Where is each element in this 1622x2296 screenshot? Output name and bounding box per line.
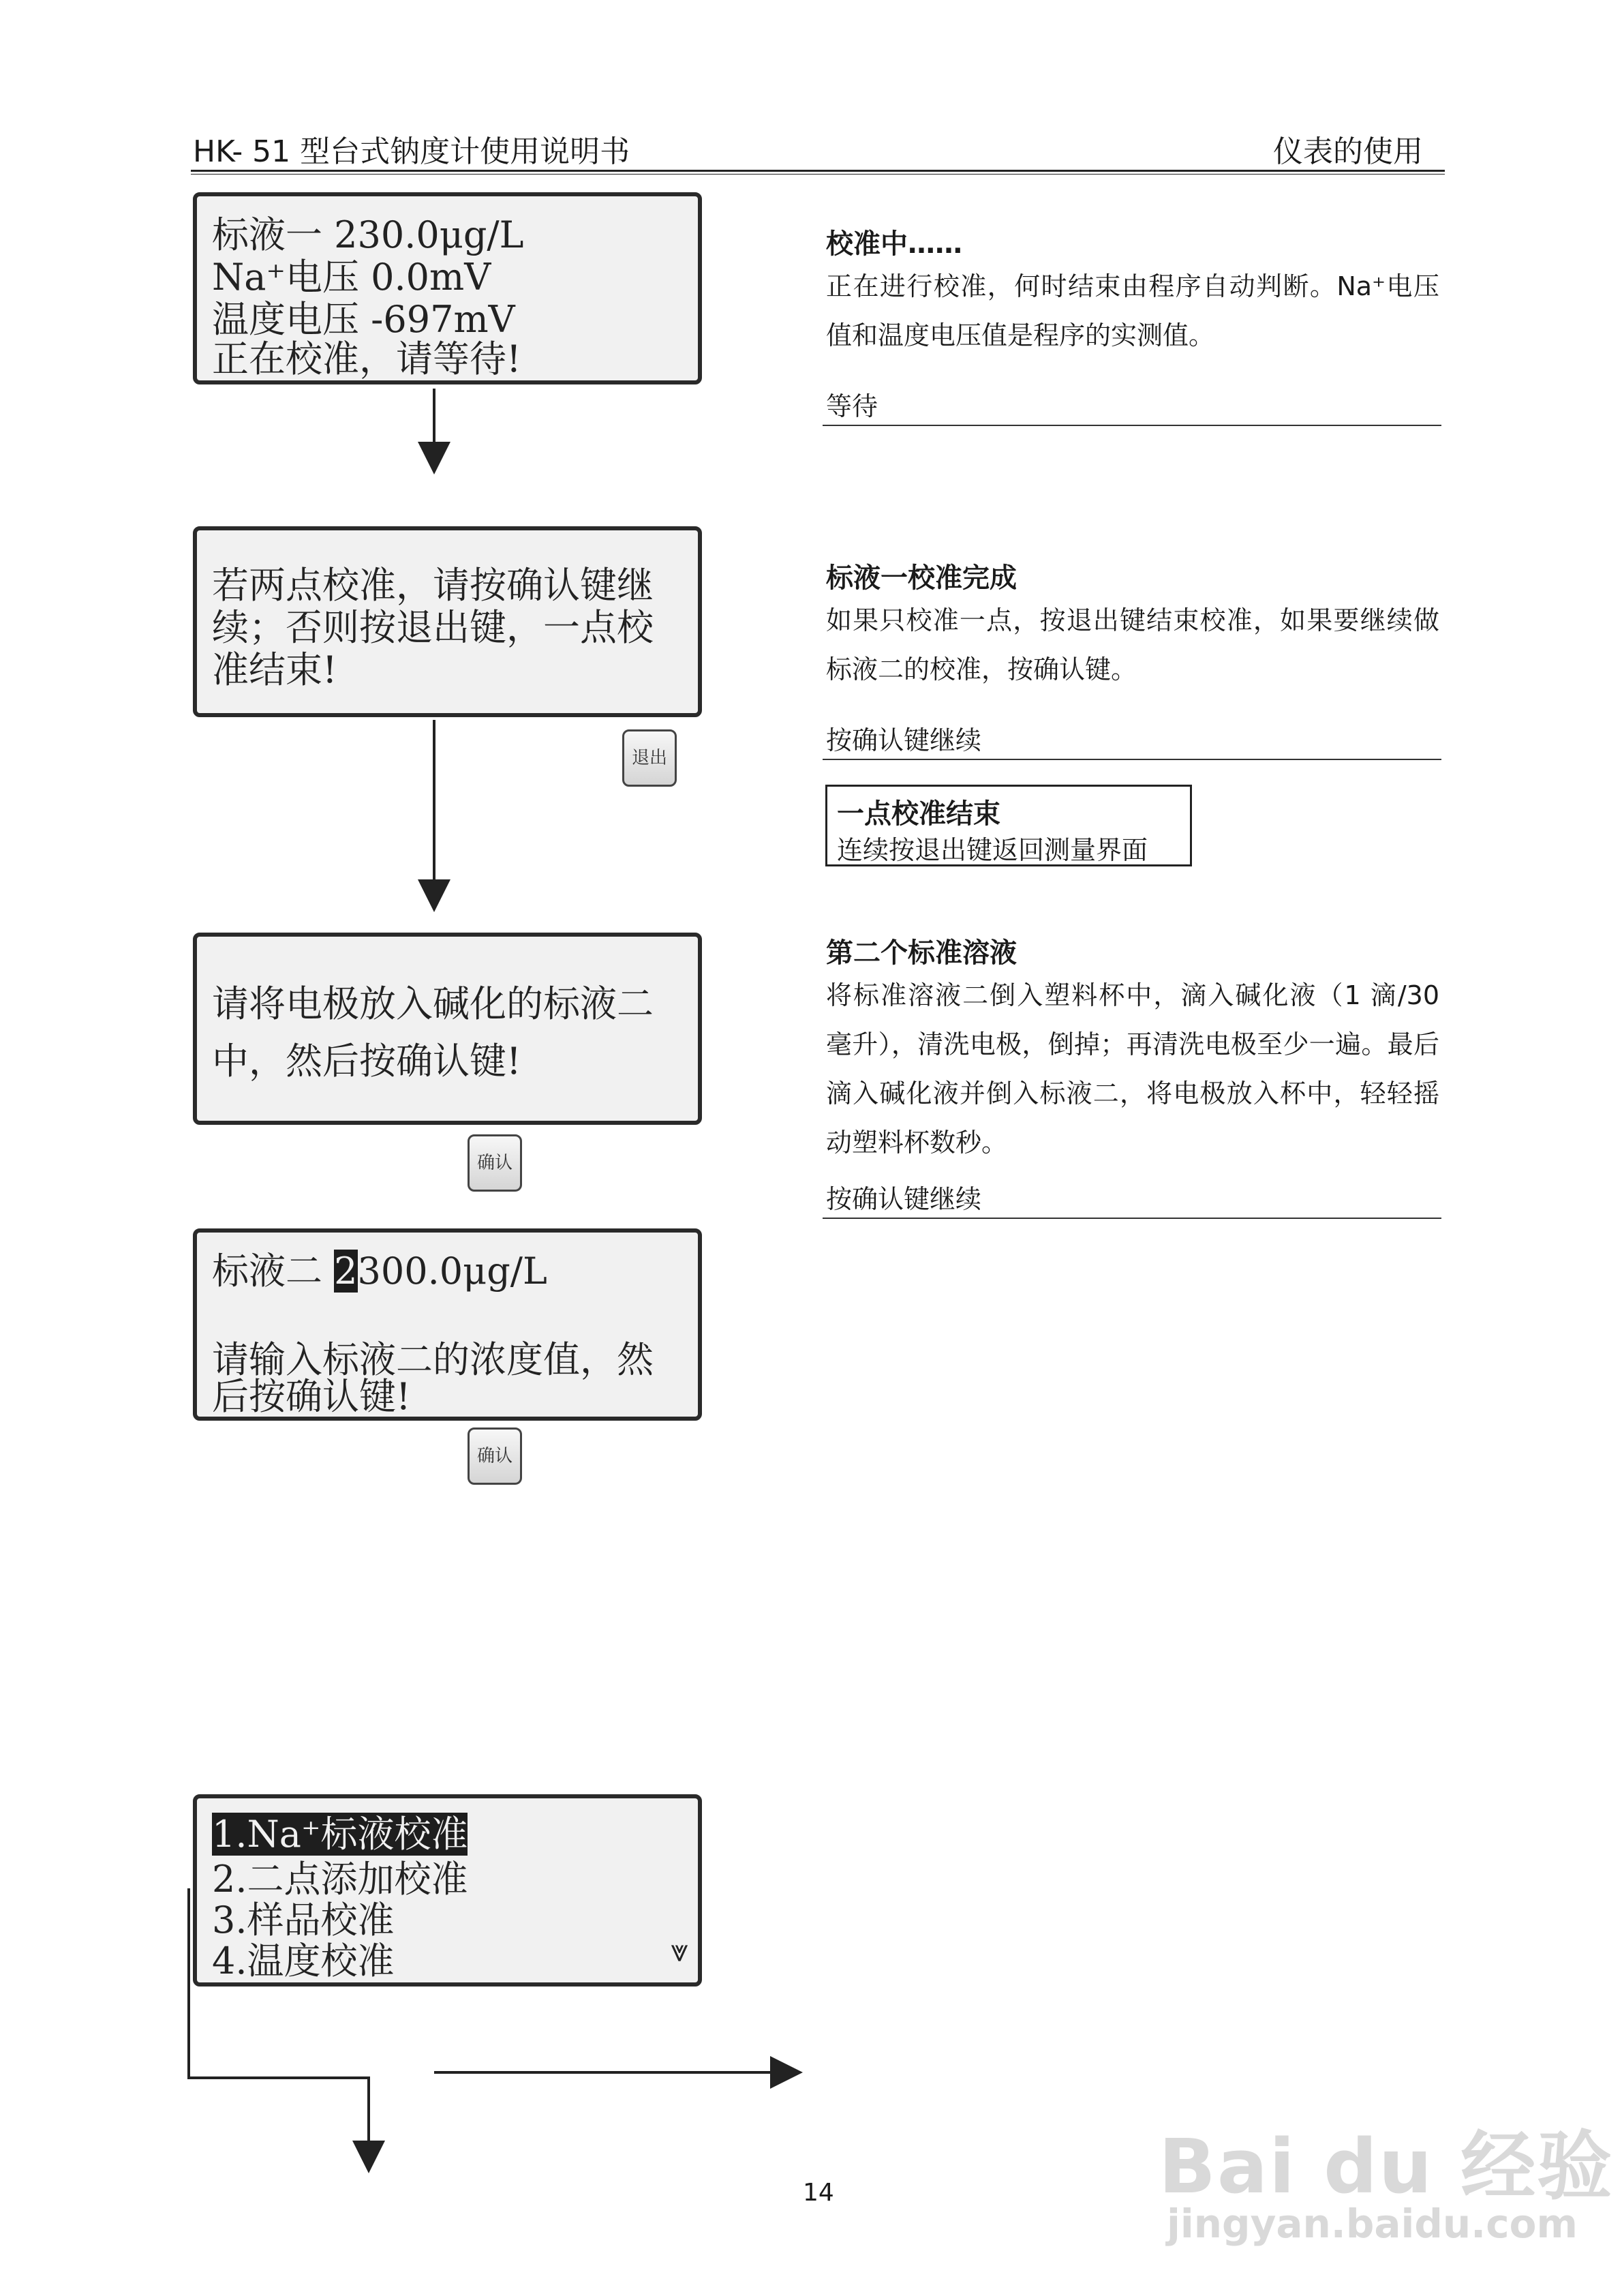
menu-item[interactable]: 2.二点添加校准 [212,1858,468,1901]
lcd-line: 后按确认键! [212,1375,411,1418]
lcd-line: 续；否则按退出键，一点校 [212,606,654,649]
concentration-value: 300.0μg/L [357,1250,547,1293]
lcd-line: 标液一 230.0μg/L [212,213,524,256]
input-cursor: 2 [334,1250,358,1293]
section-standard-two-title: 第二个标准溶液 [826,937,1017,969]
note-title: 一点校准结束 [837,798,1000,830]
lcd-line: 若两点校准，请按确认键继 [212,564,654,607]
divider [823,759,1441,760]
lcd-line: Na⁺电压 0.0mV [212,256,491,299]
label-standard-two: 标液二 [212,1250,335,1293]
scroll-down-icon: ⩔ [671,1932,688,1969]
section-title: 仪表的使用 [1273,134,1423,169]
watermark-url: jingyan.baidu.com [1167,2201,1578,2247]
lcd-line: 准结束! [212,648,337,691]
lcd-line: 中，然后按确认键! [212,1040,521,1083]
section-point-one-action: 按确认键继续 [826,725,982,755]
section-calibrating-title: 校准中…… [826,228,962,260]
section-point-one-title: 标液一校准完成 [826,562,1017,594]
lcd-line: 温度电压 -697mV [212,298,515,341]
lcd-line: 正在校准，请等待! [212,337,521,380]
page-number: 14 [803,2179,834,2207]
note-text: 连续按退出键返回测量界面 [837,835,1148,865]
lcd-line: 请将电极放入碱化的标液二 [212,982,654,1025]
divider [823,425,1441,426]
note-box [825,785,1192,866]
section-standard-two-action: 按确认键继续 [826,1184,982,1214]
section-calibrating-body: 正在进行校准，何时结束由程序自动判断。Na⁺电压值和温度电压值是程序的实测值。 [826,271,1439,350]
menu-item-na-calibration[interactable]: 1.Na⁺标液校准 [212,1813,468,1856]
lcd-line: 请输入标液二的浓度值，然 [212,1338,654,1381]
confirm-key[interactable]: 确认 [468,1134,522,1192]
document-title: HK- 51 型台式钠度计使用说明书 [193,134,630,169]
divider [823,1218,1441,1219]
exit-key[interactable]: 退出 [622,729,677,787]
menu-item[interactable]: 4.温度校准 [212,1939,395,1982]
section-point-one-body: 如果只校准一点，按退出键结束校准，如果要继续做标液二的校准，按确认键。 [826,605,1439,684]
arrow-down [189,1888,369,2168]
confirm-key[interactable]: 确认 [468,1428,522,1485]
menu-item[interactable]: 3.样品校准 [212,1899,395,1942]
baidu-watermark: Bai du 经验 [1159,2123,1614,2210]
section-standard-two-body: 将标准溶液二倒入塑料杯中，滴入碱化液（1 滴/30 毫升），清洗电极，倒掉；再清洗电极至少一遍。最后滴入碱化液并倒入标液二，将电极放入杯中，轻轻摇动塑料杯数秒。 [826,980,1439,1158]
section-calibrating-action: 等待 [826,391,878,421]
